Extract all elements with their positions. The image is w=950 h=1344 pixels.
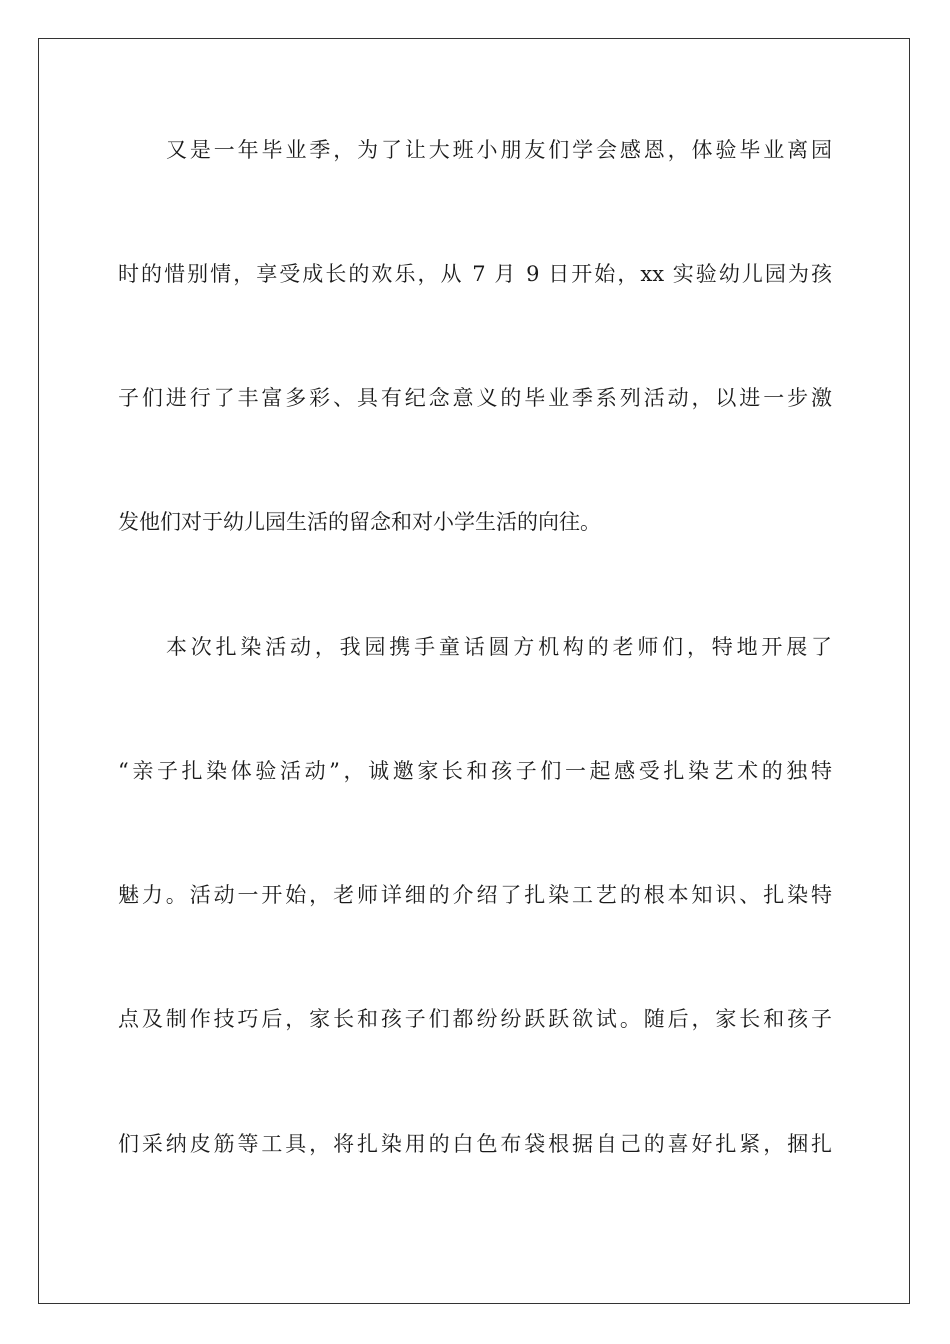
paragraph-1-line-4: 发他们对于幼儿园生活的留念和对小学生活的向往。 xyxy=(118,510,601,534)
paragraph-2-line-1: 本次扎染活动，我园携手童话圆方机构的老师们，特地开展了 xyxy=(166,635,832,659)
page-border xyxy=(38,38,910,1304)
paragraph-1-line-1: 又是一年毕业季，为了让大班小朋友们学会感恩，体验毕业离园 xyxy=(166,138,832,162)
paragraph-2-line-4: 点及制作技巧后，家长和孩子们都纷纷跃跃欲试。随后，家长和孩子 xyxy=(118,1007,832,1031)
paragraph-2-line-3: 魅力。活动一开始，老师详细的介绍了扎染工艺的根本知识、扎染特 xyxy=(118,883,832,907)
paragraph-1-line-2: 时的惜别情，享受成长的欢乐，从 7 月 9 日开始，xx 实验幼儿园为孩 xyxy=(118,262,832,286)
paragraph-1-line-3: 子们进行了丰富多彩、具有纪念意义的毕业季系列活动，以进一步激 xyxy=(118,386,832,410)
paragraph-2-line-2: “亲子扎染体验活动”，诚邀家长和孩子们一起感受扎染艺术的独特 xyxy=(118,759,832,783)
paragraph-2-line-5: 们采纳皮筋等工具，将扎染用的白色布袋根据自己的喜好扎紧，捆扎 xyxy=(118,1132,832,1156)
